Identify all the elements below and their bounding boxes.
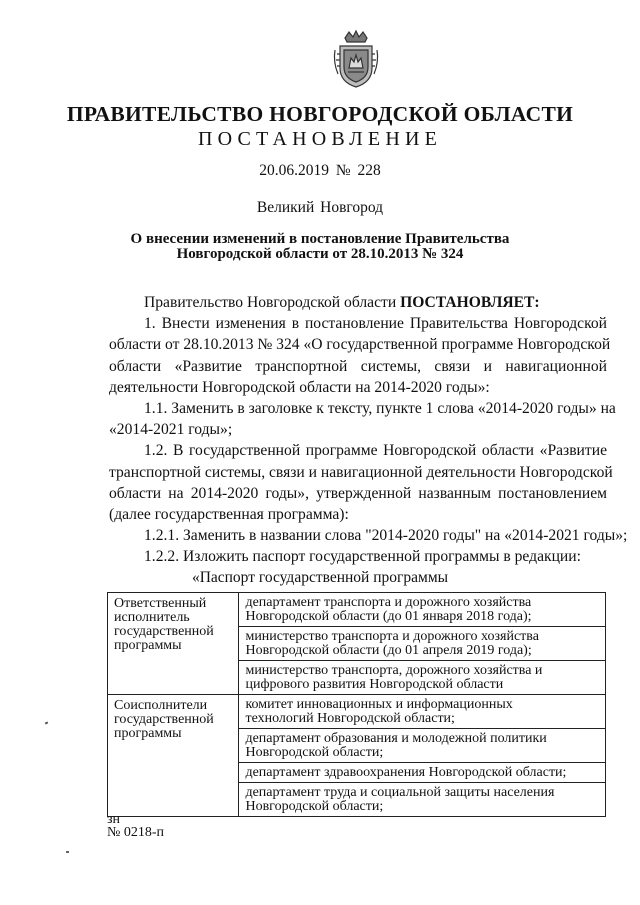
document-date: 20.06.2019 bbox=[259, 162, 329, 179]
entry-line: департамент образования и молодежной политики bbox=[245, 731, 547, 746]
label-line: Соисполнители bbox=[114, 698, 208, 713]
entry-line: Новгородской области (до 01 апреля 2019 года); bbox=[245, 643, 532, 658]
table-entry bbox=[239, 695, 605, 729]
row-values bbox=[239, 695, 606, 817]
entry-line: технологий Новгородской области; bbox=[245, 711, 455, 726]
body-line: 1.1. Заменить в заголовке к тексту, пункте 1 слова «2014-2020 годы» на bbox=[144, 399, 616, 417]
body-line: транспортной системы, связи и навигационной деятельности Новгородской bbox=[109, 463, 613, 481]
table-entry bbox=[239, 763, 605, 783]
row-values bbox=[239, 593, 606, 695]
executor-initials: зн bbox=[107, 812, 121, 827]
row-label bbox=[108, 695, 239, 817]
body-line: 1.2.1. Заменить в названии слова "2014-2020 годы" на «2014-2021 годы»; bbox=[144, 527, 628, 545]
scan-speck bbox=[66, 851, 69, 853]
entry-line: департамент здравоохранения Новгородской области; bbox=[245, 765, 567, 780]
entry-line: Новгородской области (до 01 января 2018 года); bbox=[245, 609, 532, 624]
passport-caption: «Паспорт государственной программы bbox=[191, 569, 449, 586]
table-entry bbox=[239, 593, 605, 627]
document-subject bbox=[0, 232, 640, 262]
body-line: (далее государственная программа): bbox=[109, 505, 349, 523]
registration-number: № 0218-п bbox=[107, 825, 165, 840]
table-entry bbox=[239, 729, 605, 763]
body-line: «2014-2021 годы»; bbox=[109, 421, 233, 439]
body-line: деятельности Новгородской области на 2014-2020 годы»: bbox=[109, 378, 490, 396]
document-type: ПОСТАНОВЛЕНИЕ bbox=[197, 128, 443, 150]
entry-line: департамент транспорта и дорожного хозяйства bbox=[245, 595, 532, 610]
body-line: области на 2014-2020 годы», утвержденной названным постановлением bbox=[109, 484, 607, 502]
resolves-keyword: ПОСТАНОВЛЯЕТ: bbox=[400, 294, 540, 311]
table-row bbox=[108, 695, 606, 817]
scan-speck bbox=[45, 721, 49, 724]
body-line: 1.2.2. Изложить паспорт государственной программы в редакции: bbox=[144, 548, 581, 566]
label-line: программы bbox=[114, 726, 182, 741]
coat-of-arms-icon bbox=[331, 28, 381, 90]
table-row bbox=[108, 593, 606, 695]
entry-line: министерство транспорта и дорожного хозяйства bbox=[245, 629, 539, 644]
label-line: программы bbox=[114, 638, 182, 653]
intro-text: Правительство Новгородской области bbox=[144, 294, 401, 311]
passport-table bbox=[107, 592, 606, 817]
intro-paragraph bbox=[109, 292, 607, 313]
entry-line: комитет инновационных и информационных bbox=[245, 697, 513, 712]
entry-line: департамент труда и социальной защиты населения bbox=[245, 785, 555, 800]
body-line: 1. Внести изменения в постановление Правительства Новгородской bbox=[144, 315, 607, 333]
label-line: исполнитель bbox=[114, 610, 190, 625]
entry-line: цифрового развития Новгородской области bbox=[245, 677, 504, 692]
entry-line: министерство транспорта, дорожного хозяйства и bbox=[245, 663, 543, 678]
table-entry bbox=[239, 783, 605, 816]
document-body bbox=[109, 292, 628, 567]
body-line: области от 28.10.2013 № 324 «О государственной программе Новгородской bbox=[109, 336, 611, 354]
entry-line: Новгородской области; bbox=[245, 799, 384, 814]
city: Великий Новгород bbox=[256, 199, 384, 216]
date-number-line bbox=[0, 162, 640, 180]
entry-line: Новгородской области; bbox=[245, 745, 384, 760]
document-number: 228 bbox=[357, 162, 381, 179]
label-line: государственной bbox=[114, 712, 214, 727]
label-line: Ответственный bbox=[114, 596, 207, 611]
label-line: государственной bbox=[114, 624, 214, 639]
row-label bbox=[108, 593, 239, 695]
footer-mark bbox=[107, 813, 164, 839]
table-entry bbox=[239, 661, 605, 694]
body-line: области «Развитие транспортной системы, связи и навигационной bbox=[109, 357, 607, 375]
subject-line: О внесении изменений в постановление Правительства bbox=[130, 231, 510, 247]
body-line: 1.2. В государственной программе Новгородской области «Развитие bbox=[144, 442, 607, 460]
table-entry bbox=[239, 627, 605, 661]
government-title: ПРАВИТЕЛЬСТВО НОВГОРОДСКОЙ ОБЛАСТИ bbox=[66, 102, 574, 126]
number-sign: № bbox=[335, 162, 351, 179]
subject-line: Новгородской области от 28.10.2013 № 324 bbox=[176, 246, 464, 262]
